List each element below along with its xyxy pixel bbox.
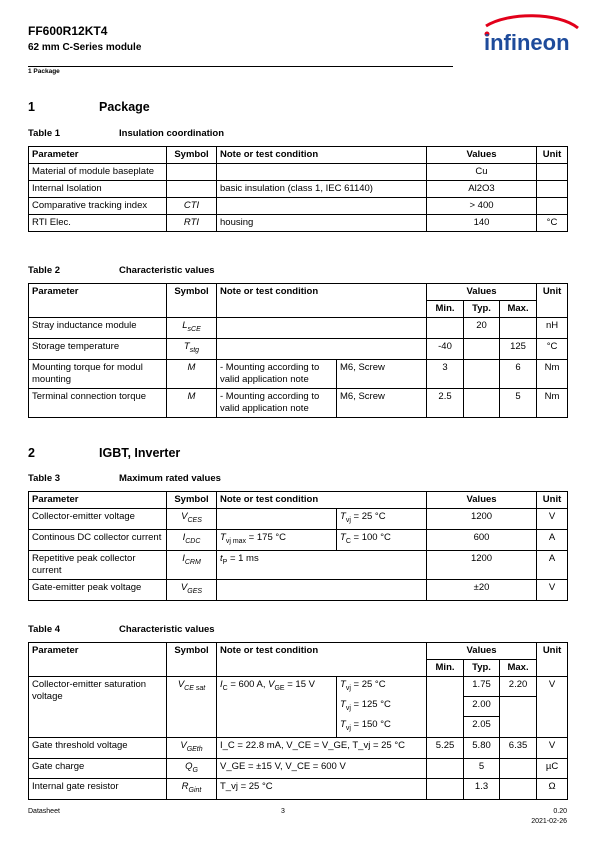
cond-sub: vj max bbox=[225, 537, 247, 545]
header-typ: Typ. bbox=[464, 660, 500, 677]
table-row bbox=[29, 284, 568, 301]
table-row bbox=[29, 147, 568, 164]
cell-max bbox=[500, 318, 537, 339]
section-1-title: Package bbox=[99, 100, 150, 114]
table-1-number: Table 1 bbox=[28, 128, 61, 139]
cell-max: 6.35 bbox=[500, 737, 537, 758]
table-3-number: Table 3 bbox=[28, 473, 61, 484]
cell-unit: nH bbox=[537, 318, 568, 339]
table-row bbox=[29, 215, 568, 232]
cond-sub: P bbox=[222, 558, 228, 566]
cell-typ: 2.05 bbox=[464, 717, 500, 737]
cell-symbol: M bbox=[167, 388, 217, 417]
cond-sub: C bbox=[345, 537, 351, 545]
footer-version: 0.20 bbox=[553, 808, 567, 815]
table-row bbox=[29, 677, 568, 697]
cell-condition-2 bbox=[337, 509, 427, 530]
table-2 bbox=[28, 283, 568, 418]
cell-unit bbox=[537, 181, 568, 198]
header-max: Max. bbox=[500, 660, 537, 677]
header-condition: Note or test condition bbox=[217, 147, 427, 164]
cell-parameter: Collector-emitter voltage bbox=[29, 509, 167, 530]
header-min: Min. bbox=[427, 660, 464, 677]
table-1 bbox=[28, 146, 568, 232]
cond-sub: vj bbox=[345, 684, 351, 692]
cell-unit: Ω bbox=[537, 779, 568, 800]
cell-condition-2 bbox=[337, 529, 427, 550]
cell-symbol bbox=[167, 318, 217, 339]
cell-parameter: Storage temperature bbox=[29, 338, 167, 359]
cell-parameter: Internal gate resistor bbox=[29, 779, 167, 800]
cond-rest: = 25 °C bbox=[350, 679, 386, 690]
header-values: Values bbox=[427, 147, 537, 164]
cell-condition bbox=[217, 338, 427, 359]
cell-parameter: Mounting torque for modul mounting bbox=[29, 359, 167, 388]
cell-max bbox=[500, 779, 537, 800]
cell-condition: I_C = 22.8 mA, V_CE = V_GE, T_vj = 25 °C bbox=[217, 737, 427, 758]
cell-typ: 1.75 bbox=[464, 677, 500, 697]
table-3 bbox=[28, 491, 568, 601]
cell-value: 600 bbox=[427, 529, 537, 550]
symbol-sub: GES bbox=[187, 587, 203, 595]
cell-condition bbox=[217, 164, 427, 181]
cell-value: 1200 bbox=[427, 509, 537, 530]
footer-date: 2021-02-26 bbox=[531, 818, 567, 825]
symbol-main: R bbox=[181, 781, 189, 793]
symbol-main: V bbox=[180, 739, 187, 751]
cond-var: T bbox=[340, 511, 346, 522]
cell-symbol bbox=[167, 338, 217, 359]
cell-symbol: CTI bbox=[167, 198, 217, 215]
cell-min: 2.5 bbox=[427, 388, 464, 417]
cell-parameter: Gate-emitter peak voltage bbox=[29, 579, 167, 600]
table-row bbox=[29, 758, 568, 779]
cond-var: T bbox=[340, 718, 346, 730]
table-row bbox=[29, 359, 568, 388]
header-symbol: Symbol bbox=[167, 147, 217, 164]
cond-var: T bbox=[340, 698, 346, 710]
cell-parameter: Terminal connection torque bbox=[29, 388, 167, 417]
cell-condition bbox=[217, 677, 337, 738]
header-condition: Note or test condition bbox=[217, 284, 427, 318]
cell-condition: housing bbox=[217, 215, 427, 232]
cell-condition bbox=[217, 318, 427, 339]
cond-var: T bbox=[340, 531, 346, 543]
cell-unit: V bbox=[537, 509, 568, 530]
cell-value: > 400 bbox=[427, 198, 537, 215]
table-4 bbox=[28, 642, 568, 800]
table-row bbox=[29, 550, 568, 579]
cell-unit: °C bbox=[537, 215, 568, 232]
cell-min: 5.25 bbox=[427, 737, 464, 758]
cell-unit bbox=[537, 164, 568, 181]
table-1-caption: Insulation coordination bbox=[119, 128, 225, 139]
table-2-caption: Characteristic values bbox=[119, 265, 215, 276]
cell-unit: A bbox=[537, 550, 568, 579]
header-parameter: Parameter bbox=[29, 492, 167, 509]
symbol-sub: CDC bbox=[185, 537, 201, 545]
header-rule bbox=[28, 66, 453, 67]
section-2-number: 2 bbox=[28, 446, 35, 460]
cell-symbol bbox=[167, 758, 217, 779]
cell-value: Cu bbox=[427, 164, 537, 181]
cell-typ: 1.3 bbox=[464, 779, 500, 800]
cell-parameter: Material of module baseplate bbox=[29, 164, 167, 181]
header-values: Values bbox=[427, 492, 537, 509]
cell-parameter: Stray inductance module bbox=[29, 318, 167, 339]
cell-min bbox=[427, 779, 464, 800]
footer-doc-type: Datasheet bbox=[28, 808, 60, 815]
cell-min bbox=[427, 318, 464, 339]
cell-condition bbox=[217, 579, 427, 600]
header-unit: Unit bbox=[537, 492, 568, 509]
cell-symbol bbox=[167, 164, 217, 181]
cond-var: t bbox=[220, 552, 223, 564]
cell-condition: - Mounting according to valid application note bbox=[217, 388, 337, 417]
svg-text:infineon: infineon bbox=[484, 30, 570, 55]
symbol-main: V bbox=[177, 679, 185, 690]
cell-max bbox=[500, 697, 537, 717]
cell-parameter: Gate charge bbox=[29, 758, 167, 779]
cell-typ: 5 bbox=[464, 758, 500, 779]
symbol-main: V bbox=[181, 511, 188, 522]
cell-min bbox=[427, 677, 464, 738]
infineon-logo bbox=[478, 14, 583, 60]
header-parameter: Parameter bbox=[29, 643, 167, 677]
cell-symbol bbox=[167, 579, 217, 600]
document-title: FF600R12KT4 bbox=[28, 24, 108, 38]
cell-unit: V bbox=[537, 579, 568, 600]
cell-min bbox=[427, 758, 464, 779]
cell-symbol bbox=[167, 677, 217, 738]
cond-rest: = 15 V bbox=[284, 679, 315, 690]
cond-rest: = 150 °C bbox=[350, 718, 391, 730]
table-row bbox=[29, 529, 568, 550]
cell-parameter: Repetitive peak collector current bbox=[29, 550, 167, 579]
header-symbol: Symbol bbox=[167, 284, 217, 318]
cell-parameter: Internal Isolation bbox=[29, 181, 167, 198]
cell-max: 2.20 bbox=[500, 677, 537, 697]
cell-condition-2: M6, Screw bbox=[337, 359, 427, 388]
cond-var: T bbox=[220, 531, 226, 543]
table-row bbox=[29, 509, 568, 530]
table-row bbox=[29, 643, 568, 660]
table-row bbox=[29, 388, 568, 417]
cell-typ: 20 bbox=[464, 318, 500, 339]
table-row bbox=[29, 737, 568, 758]
cond-sub: GE bbox=[274, 684, 285, 692]
cond-sub: C bbox=[222, 684, 228, 692]
cell-max: 125 bbox=[500, 338, 537, 359]
cell-unit: V bbox=[537, 677, 568, 738]
cell-symbol bbox=[167, 529, 217, 550]
table-row bbox=[29, 318, 568, 339]
breadcrumb: 1 Package bbox=[28, 68, 60, 75]
cell-min: 3 bbox=[427, 359, 464, 388]
table-row bbox=[29, 181, 568, 198]
cell-condition: - Mounting according to valid application note bbox=[217, 359, 337, 388]
symbol-main: V bbox=[180, 581, 188, 593]
symbol-main: I bbox=[182, 531, 186, 543]
header-unit: Unit bbox=[537, 284, 568, 318]
cell-typ: 5.80 bbox=[464, 737, 500, 758]
symbol-main: L bbox=[182, 320, 188, 331]
cell-parameter: Gate threshold voltage bbox=[29, 737, 167, 758]
cell-value: Al2O3 bbox=[427, 181, 537, 198]
table-row bbox=[29, 579, 568, 600]
cell-max: 5 bbox=[500, 388, 537, 417]
cell-typ bbox=[464, 388, 500, 417]
table-row bbox=[29, 779, 568, 800]
header-condition: Note or test condition bbox=[217, 492, 427, 509]
cell-condition-2: M6, Screw bbox=[337, 388, 427, 417]
cond-sub: vj bbox=[345, 724, 351, 732]
table-row bbox=[29, 338, 568, 359]
cell-unit: Nm bbox=[537, 388, 568, 417]
header-symbol: Symbol bbox=[167, 643, 217, 677]
cond-rest: = 175 °C bbox=[246, 531, 287, 543]
cell-parameter: RTI Elec. bbox=[29, 215, 167, 232]
cell-condition bbox=[217, 529, 337, 550]
table-row bbox=[29, 198, 568, 215]
cond-sub: vj bbox=[345, 704, 351, 712]
cell-condition bbox=[217, 509, 337, 530]
cell-max bbox=[500, 758, 537, 779]
cond-var: V bbox=[268, 679, 275, 690]
cell-symbol bbox=[167, 737, 217, 758]
symbol-sub: CES bbox=[187, 516, 202, 524]
cell-typ: 2.00 bbox=[464, 697, 500, 717]
cell-max bbox=[500, 717, 537, 737]
cell-condition: V_GE = ±15 V, V_CE = 600 V bbox=[217, 758, 427, 779]
footer-page-number: 3 bbox=[281, 808, 285, 815]
symbol-sub: GEth bbox=[186, 745, 203, 753]
cond-var: T bbox=[340, 679, 346, 690]
table-3-caption: Maximum rated values bbox=[119, 473, 221, 484]
header-typ: Typ. bbox=[464, 301, 500, 318]
cell-condition: T_vj = 25 °C bbox=[217, 779, 427, 800]
cell-typ bbox=[464, 338, 500, 359]
cond-rest: = 100 °C bbox=[350, 531, 391, 543]
cell-value: ±20 bbox=[427, 579, 537, 600]
header-unit: Unit bbox=[537, 147, 568, 164]
cell-unit: µC bbox=[537, 758, 568, 779]
section-2-title: IGBT, Inverter bbox=[99, 446, 181, 460]
symbol-sub: CRM bbox=[184, 558, 201, 566]
cell-max: 6 bbox=[500, 359, 537, 388]
cell-symbol bbox=[167, 509, 217, 530]
cell-min: -40 bbox=[427, 338, 464, 359]
header-parameter: Parameter bbox=[29, 284, 167, 318]
cell-typ bbox=[464, 359, 500, 388]
symbol-sub: sCE bbox=[187, 325, 201, 333]
cell-symbol bbox=[167, 550, 217, 579]
cell-symbol bbox=[167, 181, 217, 198]
symbol-main: I bbox=[182, 552, 185, 564]
cell-parameter: Collector-emitter saturation voltage bbox=[29, 677, 167, 738]
cell-symbol bbox=[167, 779, 217, 800]
cond-rest: = 600 A, bbox=[227, 679, 269, 690]
table-4-caption: Characteristic values bbox=[119, 624, 215, 635]
cell-condition bbox=[217, 198, 427, 215]
header-min: Min. bbox=[427, 301, 464, 318]
cond-rest: = 125 °C bbox=[350, 698, 391, 710]
header-values: Values bbox=[427, 284, 537, 301]
cond-sub: vj bbox=[345, 516, 351, 524]
table-row bbox=[29, 164, 568, 181]
header-condition: Note or test condition bbox=[217, 643, 427, 677]
cell-parameter: Continous DC collector current bbox=[29, 529, 167, 550]
symbol-sub: Gint bbox=[188, 787, 202, 795]
header-unit: Unit bbox=[537, 643, 568, 677]
cell-unit: °C bbox=[537, 338, 568, 359]
header-parameter: Parameter bbox=[29, 147, 167, 164]
symbol-sub: CE sat bbox=[184, 684, 206, 692]
cell-parameter: Comparative tracking index bbox=[29, 198, 167, 215]
cell-condition-2 bbox=[337, 677, 427, 697]
cond-rest: = 1 ms bbox=[227, 552, 259, 564]
cell-condition-2 bbox=[337, 717, 427, 737]
table-4-number: Table 4 bbox=[28, 624, 61, 635]
symbol-sub: G bbox=[192, 766, 198, 774]
cell-condition-2 bbox=[337, 697, 427, 717]
cell-unit: V bbox=[537, 737, 568, 758]
symbol-main: Q bbox=[185, 760, 193, 772]
cell-unit: Nm bbox=[537, 359, 568, 388]
cell-symbol: M bbox=[167, 359, 217, 388]
cell-symbol: RTI bbox=[167, 215, 217, 232]
table-2-number: Table 2 bbox=[28, 265, 61, 276]
symbol-main: T bbox=[183, 340, 190, 352]
header-symbol: Symbol bbox=[167, 492, 217, 509]
cell-unit: A bbox=[537, 529, 568, 550]
cell-unit bbox=[537, 198, 568, 215]
cond-var: I bbox=[220, 679, 223, 690]
table-row bbox=[29, 492, 568, 509]
symbol-sub: stg bbox=[189, 346, 200, 354]
cell-value: 140 bbox=[427, 215, 537, 232]
cond-rest: = 25 °C bbox=[350, 511, 386, 522]
cell-condition bbox=[217, 550, 427, 579]
section-1-number: 1 bbox=[28, 100, 35, 114]
cell-condition: basic insulation (class 1, IEC 61140) bbox=[217, 181, 427, 198]
cell-value: 1200 bbox=[427, 550, 537, 579]
document-subtitle: 62 mm C-Series module bbox=[28, 42, 142, 53]
header-values: Values bbox=[427, 643, 537, 660]
header-max: Max. bbox=[500, 301, 537, 318]
